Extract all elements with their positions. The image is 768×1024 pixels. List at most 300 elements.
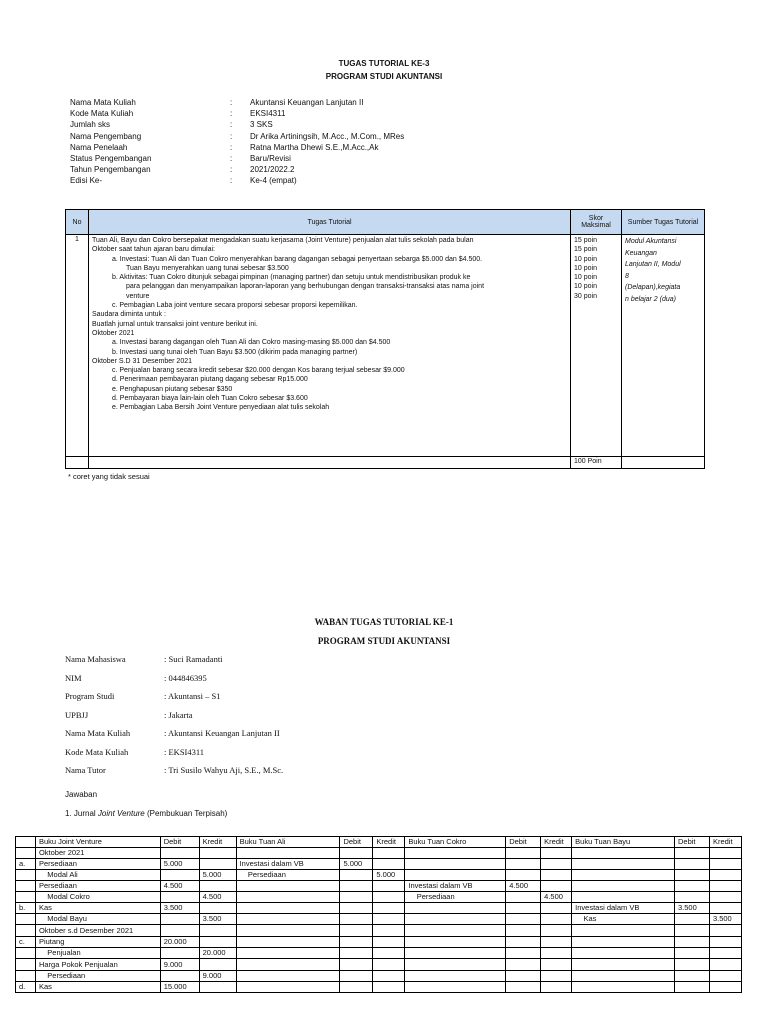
- journal-cell: [373, 914, 405, 925]
- journal-cell: [541, 881, 572, 892]
- student-info-row: [65, 669, 283, 688]
- journal-cell: [572, 859, 675, 870]
- journal-cell: [709, 959, 741, 971]
- course-info-value: Baru/Revisi: [250, 154, 291, 164]
- source-line: 8: [625, 272, 629, 280]
- course-info-label: Tahun Pengembangan: [70, 165, 151, 175]
- source-line: Lanjutan II, Modul: [625, 261, 681, 268]
- journal-cell: [709, 948, 741, 959]
- task-line: Saudara diminta untuk :: [92, 311, 166, 319]
- journal-cell: [199, 937, 236, 948]
- student-info-label: UPBJJ: [65, 709, 89, 720]
- student-info-row: [65, 724, 283, 743]
- journal-cell: Persediaan: [35, 971, 160, 982]
- journal-cell: [709, 982, 741, 993]
- journal-cell: 3.500: [199, 914, 236, 925]
- task-line: e. Penghapusan piutang sebesar $350: [112, 385, 233, 393]
- student-info-row: [65, 743, 283, 762]
- journal-cell: [160, 948, 199, 959]
- journal-header-cell: Debit: [340, 837, 373, 848]
- source-line: (Delapan),kegiata: [625, 284, 681, 291]
- task-line-points: 10 poin: [574, 255, 597, 263]
- journal-cell: [674, 881, 709, 892]
- journal-cell: [709, 859, 741, 870]
- journal-cell: [340, 903, 373, 914]
- course-info: [70, 97, 404, 187]
- journal-cell: Persediaan: [35, 881, 160, 892]
- journal-cell: 9.000: [199, 971, 236, 982]
- journal-cell: [405, 859, 506, 870]
- journal-header-cell: Debit: [160, 837, 199, 848]
- journal-cell: [373, 881, 405, 892]
- journal-cell: Investasi dalam VB: [405, 881, 506, 892]
- journal-cell: [506, 892, 541, 903]
- journal-cell: 20.000: [199, 948, 236, 959]
- journal-cell: [572, 982, 675, 993]
- journal-cell: [373, 848, 405, 859]
- journal-cell: [373, 971, 405, 982]
- journal-cell: [340, 948, 373, 959]
- journal-cell: 4.500: [506, 881, 541, 892]
- header-score: Skor Maksimal: [571, 210, 622, 235]
- course-info-value: 2021/2022.2: [250, 165, 295, 175]
- journal-cell: [506, 982, 541, 993]
- journal-cell: [506, 948, 541, 959]
- course-info-value: Akuntansi Keuangan Lanjutan II: [250, 98, 364, 107]
- journal-cell: [506, 937, 541, 948]
- journal-cell: Kas: [35, 982, 160, 993]
- journal-cell: [199, 848, 236, 859]
- journal-cell: [16, 881, 36, 892]
- course-info-label: Status Pengembangan: [70, 154, 152, 164]
- journal-table: [15, 836, 742, 993]
- journal-cell: [506, 959, 541, 971]
- journal-cell: [709, 892, 741, 903]
- journal-cell: [709, 903, 741, 914]
- source-line: Modul Akuntansi: [625, 238, 677, 245]
- journal-cell: 3.500: [674, 903, 709, 914]
- answer-title-line2: PROGRAM STUDI AKUNTANSI: [317, 636, 451, 646]
- header-no: No: [66, 210, 89, 235]
- course-info-sep: :: [230, 120, 233, 130]
- journal-cell: [674, 948, 709, 959]
- journal-cell: [709, 870, 741, 881]
- task-line: c. Pembagian Laba joint venture secara proporsi sebesar proporsi kepemilikan.: [112, 302, 358, 310]
- course-info-value: Ratna Martha Dhewi S.E.,M.Acc.,Ak: [250, 142, 379, 152]
- journal-cell: [506, 971, 541, 982]
- course-info-label: Nama Mata Kuliah: [70, 98, 136, 107]
- journal-cell: [199, 959, 236, 971]
- journal-cell: [16, 892, 36, 903]
- journal-cell: [373, 903, 405, 914]
- journal-cell: [340, 848, 373, 859]
- course-info-row: [70, 97, 404, 108]
- course-info-label: Edisi Ke-: [70, 176, 103, 186]
- journal-cell: 5.000: [340, 859, 373, 870]
- course-info-sep: :: [230, 131, 233, 141]
- answer-label: Jawaban: [65, 790, 98, 799]
- course-info-label: Nama Penelaah: [70, 142, 128, 152]
- task-title-line2: PROGRAM STUDI AKUNTANSI: [325, 72, 443, 81]
- course-info-sep: :: [230, 176, 233, 186]
- journal-cell: [16, 971, 36, 982]
- journal-cell: Kas: [35, 903, 160, 914]
- journal-cell: [340, 959, 373, 971]
- task-points: [571, 235, 622, 457]
- task-title-line1: TUGAS TUTORIAL KE-3: [338, 59, 430, 68]
- journal-cell: [340, 971, 373, 982]
- journal-header-cell: Kredit: [709, 837, 741, 848]
- journal-italic: Joint Venture: [97, 809, 145, 818]
- journal-cell: [674, 914, 709, 925]
- journal-cell: [340, 881, 373, 892]
- journal-cell: [572, 870, 675, 881]
- journal-row: [16, 959, 742, 971]
- course-info-label: Kode Mata Kuliah: [70, 109, 134, 119]
- journal-cell: [199, 881, 236, 892]
- journal-cell: [674, 859, 709, 870]
- journal-cell: [373, 859, 405, 870]
- course-info-row: [70, 142, 404, 153]
- journal-cell: [236, 892, 340, 903]
- journal-cell: [236, 914, 340, 925]
- task-line-points: 15 poin: [574, 246, 597, 254]
- journal-cell: [506, 870, 541, 881]
- journal-cell: [572, 971, 675, 982]
- journal-cell: [572, 937, 675, 948]
- journal-header-cell: Debit: [674, 837, 709, 848]
- student-info-label: Nama Mahasiswa: [65, 654, 126, 664]
- journal-prefix: 1. Jurnal: [65, 809, 98, 818]
- journal-row: [16, 859, 742, 870]
- task-line-points: 10 poin: [574, 283, 597, 291]
- journal-cell: [674, 982, 709, 993]
- task-line-points: 10 poin: [574, 274, 597, 282]
- student-info-row: [65, 761, 283, 780]
- journal-cell: [572, 892, 675, 903]
- course-info-sep: :: [230, 142, 233, 152]
- journal-cell: Kas: [572, 914, 675, 925]
- journal-row: [16, 982, 742, 993]
- journal-suffix: (Pembukuan Terpisah): [144, 809, 228, 818]
- journal-cell: [405, 925, 506, 937]
- journal-header-cell: Buku Tuan Cokro: [405, 837, 506, 848]
- journal-row: [16, 948, 742, 959]
- task-no: 1: [66, 235, 89, 457]
- journal-cell: [236, 971, 340, 982]
- answer-title: [0, 613, 768, 651]
- task-source: [622, 235, 705, 457]
- journal-header-cell: Kredit: [373, 837, 405, 848]
- journal-cell: [160, 971, 199, 982]
- course-info-sep: :: [230, 165, 233, 175]
- journal-cell: [541, 914, 572, 925]
- journal-cell: [506, 925, 541, 937]
- journal-cell: [674, 971, 709, 982]
- course-info-row: [70, 164, 404, 175]
- journal-cell: 5.000: [199, 870, 236, 881]
- task-line: e. Pembagian Laba Bersih Joint Venture penyediaan alat tulis sekolah: [112, 404, 330, 412]
- journal-cell: [709, 937, 741, 948]
- journal-cell: [340, 925, 373, 937]
- journal-cell: [506, 914, 541, 925]
- course-info-value: Ke-4 (empat): [250, 176, 297, 186]
- journal-cell: [405, 959, 506, 971]
- journal-cell: Investasi dalam VB: [572, 903, 675, 914]
- course-info-sep: :: [230, 98, 233, 107]
- course-info-value: Dr Arika Artiningsih, M.Acc., M.Com., MRes: [250, 131, 405, 141]
- journal-header-row: [16, 837, 742, 848]
- journal-cell: Oktober s.d Desember 2021: [35, 925, 160, 937]
- journal-cell: 5.000: [160, 859, 199, 870]
- course-info-value: EKSI4311: [250, 109, 286, 119]
- journal-cell: [373, 959, 405, 971]
- journal-row: [16, 903, 742, 914]
- journal-cell: [340, 892, 373, 903]
- header-source: Sumber Tugas Tutorial: [622, 210, 705, 235]
- task-line: b. Aktivitas: Tuan Cokro ditunjuk sebagai pimpinan (managing partner) dan setuju untuk mendistribusikan produk ke: [112, 274, 471, 282]
- task-line: Oktober saat tahun ajaran baru dimulai:: [92, 246, 215, 254]
- student-info-label: Nama Tutor: [65, 765, 106, 775]
- course-info-label: Jumlah sks: [70, 120, 111, 130]
- student-info-value: : EKSI4311: [164, 746, 205, 757]
- journal-cell: [340, 914, 373, 925]
- task-line: Oktober 2021: [92, 329, 135, 337]
- journal-cell: [541, 937, 572, 948]
- journal-cell: [160, 848, 199, 859]
- journal-cell: a.: [16, 859, 36, 870]
- journal-cell: [405, 914, 506, 925]
- journal-cell: [506, 848, 541, 859]
- task-line: Tuan Bayu menyerahkan uang tunai sebesar $3.500: [126, 264, 289, 272]
- journal-cell: [199, 859, 236, 870]
- journal-cell: [16, 848, 36, 859]
- journal-cell: [405, 870, 506, 881]
- journal-cell: [160, 925, 199, 937]
- journal-cell: 20.000: [160, 937, 199, 948]
- course-info-row: [70, 108, 404, 119]
- journal-cell: [373, 982, 405, 993]
- journal-cell: [340, 982, 373, 993]
- journal-heading: [65, 809, 227, 818]
- journal-cell: [373, 925, 405, 937]
- journal-cell: [405, 937, 506, 948]
- journal-cell: [572, 848, 675, 859]
- task-line-points: 30 poin: [574, 292, 597, 300]
- student-info-label: Nama Mata Kuliah: [65, 728, 131, 738]
- task-line: a. Investasi: Tuan Ali dan Tuan Cokro menyerahkan barang dagangan sebagai penyertaan sebarga $5.000 dan $4.500.: [112, 255, 483, 263]
- course-info-value: 3 SKS: [250, 120, 273, 130]
- journal-cell: [373, 937, 405, 948]
- journal-row: [16, 937, 742, 948]
- journal-cell: [16, 959, 36, 971]
- journal-cell: 3.500: [709, 914, 741, 925]
- journal-cell: [674, 937, 709, 948]
- journal-row: [16, 881, 742, 892]
- journal-cell: [236, 925, 340, 937]
- journal-row: [16, 870, 742, 881]
- journal-cell: 4.500: [160, 881, 199, 892]
- student-info-row: [65, 687, 283, 706]
- journal-cell: [674, 892, 709, 903]
- journal-row: [16, 914, 742, 925]
- student-info-value: : Akuntansi – S1: [164, 691, 221, 701]
- journal-cell: Investasi dalam VB: [236, 859, 340, 870]
- journal-header-cell: Kredit: [199, 837, 236, 848]
- journal-cell: [236, 881, 340, 892]
- journal-cell: [572, 948, 675, 959]
- journal-cell: b.: [16, 903, 36, 914]
- journal-cell: [16, 870, 36, 881]
- journal-header-cell: [16, 837, 36, 848]
- journal-cell: [709, 848, 741, 859]
- journal-cell: [405, 982, 506, 993]
- journal-cell: [541, 982, 572, 993]
- task-line: para pelanggan dan menyampaikan laporan-laporan yang berhubungan dengan transaksi-transaksi atas nama joint: [126, 283, 485, 291]
- answer-title-line1: WABAN TUGAS TUTORIAL KE-1: [314, 617, 454, 627]
- journal-cell: [160, 870, 199, 881]
- task-line-points: 10 poin: [574, 264, 597, 272]
- journal-cell: [373, 948, 405, 959]
- journal-cell: [236, 948, 340, 959]
- journal-cell: Harga Pokok Penjualan: [35, 959, 160, 971]
- journal-cell: [541, 848, 572, 859]
- journal-cell: [236, 982, 340, 993]
- course-info-row: [70, 153, 404, 164]
- journal-cell: [236, 903, 340, 914]
- journal-row: [16, 848, 742, 859]
- journal-cell: [541, 959, 572, 971]
- journal-cell: [16, 914, 36, 925]
- journal-cell: Modal Cokro: [35, 892, 160, 903]
- journal-cell: [541, 971, 572, 982]
- task-line: venture: [126, 292, 150, 300]
- journal-cell: [236, 959, 340, 971]
- journal-cell: [506, 903, 541, 914]
- task-line: c. Penjualan barang secara kredit sebesar $20.000 dengan Kos barang terjual sebesar $9.000: [112, 367, 405, 375]
- student-info-value: : Akuntansi Keuangan Lanjutan II: [164, 728, 280, 738]
- journal-cell: c.: [16, 937, 36, 948]
- task-line-points: 15 poin: [574, 237, 597, 244]
- journal-cell: [541, 925, 572, 937]
- journal-cell: 15.000: [160, 982, 199, 993]
- journal-row: [16, 925, 742, 937]
- journal-row: [16, 971, 742, 982]
- total-score: 100 Poin: [571, 457, 622, 469]
- journal-header-cell: Buku Tuan Bayu: [572, 837, 675, 848]
- journal-header-cell: Buku Joint Venture: [35, 837, 160, 848]
- task-line: Buatlah jurnal untuk transaksi joint venture berikut ini.: [92, 320, 258, 328]
- student-info-value: : Suci Ramadanti: [164, 654, 223, 664]
- journal-cell: [16, 925, 36, 937]
- task-line: d. Penerimaan pembayaran piutang dagang sebesar Rp15.000: [112, 376, 308, 384]
- journal-cell: [160, 914, 199, 925]
- journal-cell: [541, 859, 572, 870]
- journal-cell: 3.500: [160, 903, 199, 914]
- task-line: Tuan Ali, Bayu dan Cokro bersepakat mengadakan suatu kerjasama (Joint Venture) penjualan alat tulis sekolah pada bulan: [92, 237, 474, 244]
- journal-cell: Penjualan: [35, 948, 160, 959]
- student-info-label: Kode Mata Kuliah: [65, 746, 129, 757]
- journal-cell: [541, 870, 572, 881]
- journal-cell: [506, 859, 541, 870]
- task-line: d. Pembayaran biaya lain-lain oleh Tuan Cokro sebesar $3.600: [112, 395, 308, 403]
- journal-cell: [674, 870, 709, 881]
- journal-cell: [541, 948, 572, 959]
- course-info-row: [70, 119, 404, 130]
- student-info-value: : Tri Susilo Wahyu Aji, S.E., M.Sc.: [164, 765, 284, 775]
- student-info: [65, 650, 283, 780]
- task-description: [89, 235, 571, 457]
- journal-cell: [572, 881, 675, 892]
- student-info-value: : 044846395: [164, 672, 207, 683]
- journal-cell: [199, 903, 236, 914]
- journal-cell: [674, 848, 709, 859]
- journal-cell: [236, 848, 340, 859]
- journal-cell: [572, 959, 675, 971]
- journal-cell: Oktober 2021: [35, 848, 160, 859]
- journal-cell: Modal Bayu: [35, 914, 160, 925]
- journal-cell: Piutang: [35, 937, 160, 948]
- journal-cell: [572, 925, 675, 937]
- journal-header-cell: Kredit: [541, 837, 572, 848]
- task-line: a. Investasi barang dagangan oleh Tuan Ali dan Cokro masing-masing $5.000 dan $4.500: [112, 339, 391, 347]
- journal-cell: [541, 903, 572, 914]
- journal-cell: d.: [16, 982, 36, 993]
- source-line: Keuangan: [625, 249, 657, 257]
- journal-cell: [674, 959, 709, 971]
- journal-cell: 4.500: [541, 892, 572, 903]
- journal-cell: 9.000: [160, 959, 199, 971]
- course-info-label: Nama Pengembang: [70, 131, 142, 141]
- journal-cell: [373, 892, 405, 903]
- journal-cell: [199, 925, 236, 937]
- journal-cell: [160, 892, 199, 903]
- journal-cell: [405, 903, 506, 914]
- journal-cell: [709, 925, 741, 937]
- course-info-sep: :: [230, 154, 233, 164]
- journal-cell: [405, 948, 506, 959]
- journal-header-cell: Buku Tuan Ali: [236, 837, 340, 848]
- journal-row: [16, 892, 742, 903]
- journal-cell: [16, 948, 36, 959]
- journal-cell: [199, 982, 236, 993]
- task-line: b. Investasi uang tunai oleh Tuan Bayu $3.500 (dikirim pada managing partner): [112, 348, 358, 356]
- journal-cell: Persediaan: [35, 859, 160, 870]
- journal-cell: [405, 971, 506, 982]
- journal-cell: Persediaan: [405, 892, 506, 903]
- journal-cell: [340, 937, 373, 948]
- journal-header-cell: Debit: [506, 837, 541, 848]
- task-table: [65, 209, 705, 469]
- student-info-row: [65, 706, 283, 725]
- journal-cell: [405, 848, 506, 859]
- journal-cell: [709, 971, 741, 982]
- header-task: Tugas Tutorial: [89, 210, 571, 235]
- source-line: n belajar 2 (dua): [625, 295, 676, 303]
- task-title: [0, 57, 768, 83]
- course-info-sep: :: [230, 109, 233, 119]
- journal-cell: [340, 870, 373, 881]
- task-line: Oktober S.D 31 Desember 2021: [92, 357, 192, 365]
- footnote: * coret yang tidak sesuai: [68, 472, 150, 481]
- journal-cell: 5.000: [373, 870, 405, 881]
- student-info-label: Program Studi: [65, 691, 115, 701]
- journal-cell: [709, 881, 741, 892]
- journal-cell: Modal Ali: [35, 870, 160, 881]
- course-info-row: [70, 131, 404, 142]
- student-info-row: [65, 650, 283, 669]
- journal-cell: [674, 925, 709, 937]
